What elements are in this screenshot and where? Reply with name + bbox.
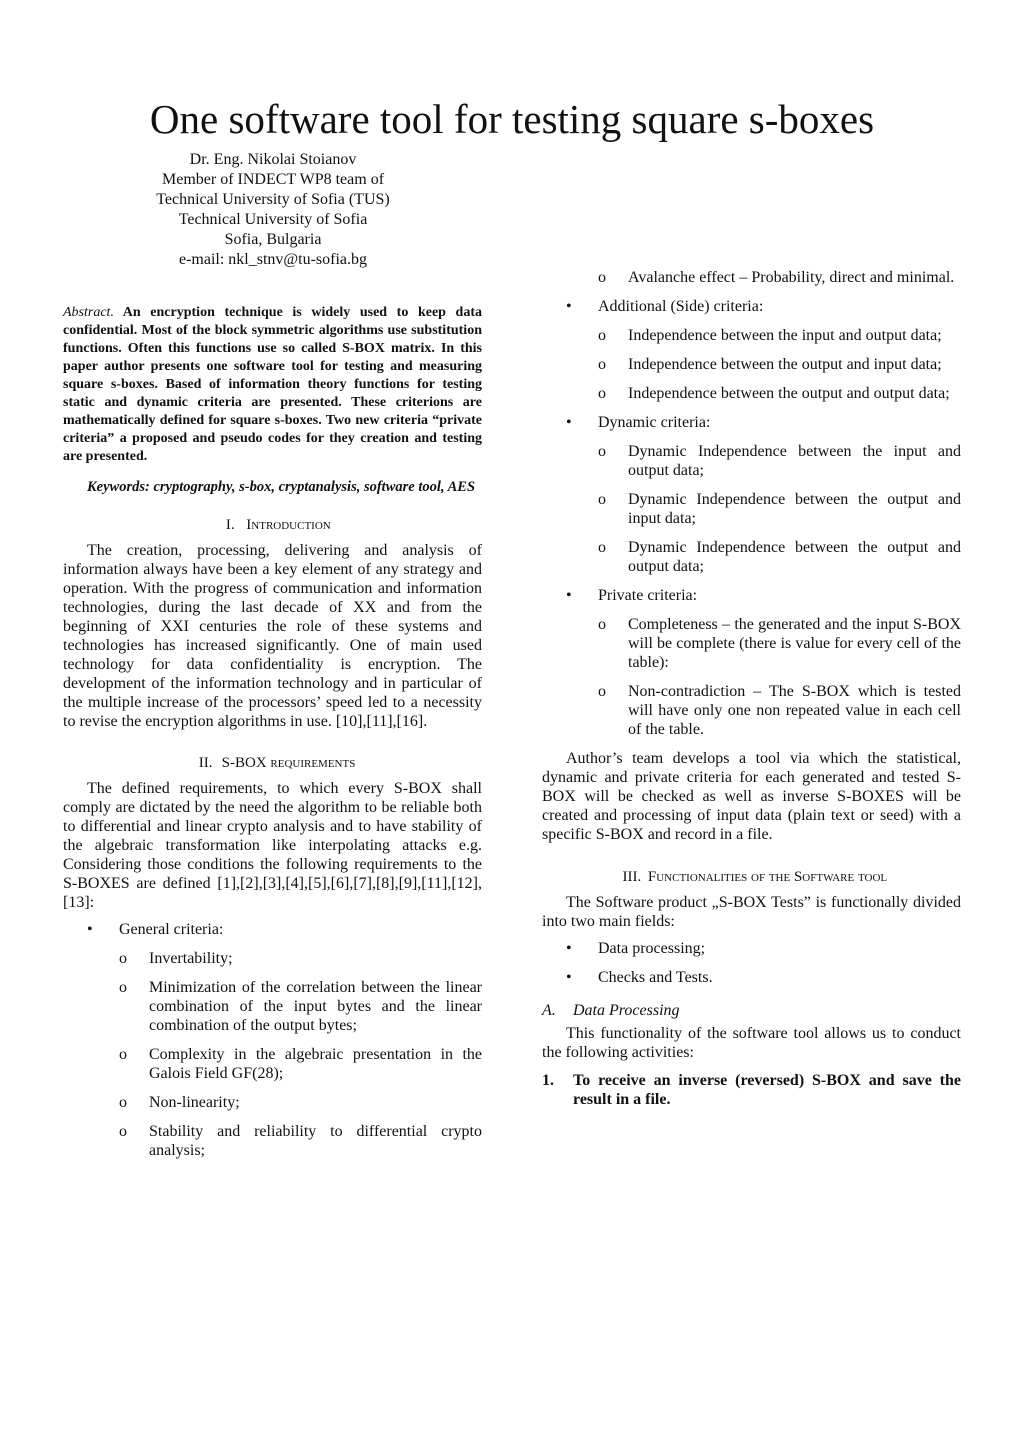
author-affiliation: Member of INDECT WP8 team of [161, 171, 385, 188]
left-column [63, 304, 482, 1170]
author-affiliation: Technical University of Sofia [178, 211, 368, 228]
bullet-marker: • [566, 298, 572, 315]
list-item: o Dynamic Independence between the output and input data; [598, 491, 961, 527]
section-title: Functionalities of the Software tool [647, 869, 888, 885]
data-processing-paragraph: This functionality of the software tool allows us to conduct the following activities: [542, 1025, 961, 1061]
author-email: e-mail: nkl_stnv@tu-sofia.bg [178, 251, 368, 268]
criteria-list [63, 920, 482, 1160]
list-item: • Checks and Tests. [566, 969, 713, 986]
section-title: S-BOX requirements [221, 755, 356, 771]
sub-bullet-marker: o [598, 443, 606, 460]
sub-bullet-marker: o [119, 1094, 127, 1111]
list-item: o Avalanche effect – Probability, direct and minimal. [598, 269, 955, 286]
sub-bullet-marker: o [598, 683, 606, 700]
numbered-item [542, 1071, 961, 1109]
list-item: o Independence between the output and output data; [598, 385, 950, 402]
list-item: • Data processing; [566, 940, 706, 957]
bullet-marker: • [566, 940, 572, 957]
author-location: Sofia, Bulgaria [224, 231, 322, 248]
intro-paragraph: The creation, processing, delivering and analysis of information always have been a key element of any strategy and operation. With the progress of communication and information technologies, during the last decade of XX and from the beginning of XXI centuries the role of these systems and technologies has increased significantly. One of main used technology for data confidentiality is encryption. The development of the information technology and in particular of the multiple increase of the processors’ speed led to a necessity to revise the encryption algorithms in use. [10],[11],[16]. [63, 542, 482, 730]
section-heading-introduction [63, 516, 482, 535]
section-number: III. [622, 869, 642, 885]
abstract-lead: Abstract. [63, 305, 114, 320]
author-affiliation: Technical University of Sofia (TUS) [156, 191, 390, 208]
abstract [63, 304, 482, 466]
subsection-heading-data-processing [542, 1001, 961, 1020]
list-item: o Minimization of the correlation between the linear combination of the input bytes and the linear combination of the output bytes; [119, 979, 482, 1034]
tool-summary-paragraph: Author’s team develops a tool via which the statistical, dynamic and private criteria for each generated and tested S-BOX will be checked as well as inverse S-BOXES will be created and processing of input data (plain text or seed) with a specific S-BOX and record in a file. [542, 750, 961, 843]
bullet-marker: • [87, 921, 93, 938]
criteria-list-continued [542, 268, 961, 739]
list-item: o Invertability; [119, 950, 233, 967]
sub-bullet-marker: o [119, 1046, 127, 1063]
section-number: II. [198, 755, 213, 771]
list-item: o Stability and reliability to differential crypto analysis; [119, 1123, 482, 1159]
requirements-paragraph: The defined requirements, to which every S-BOX shall comply are dictated by the need the algorithm to be reliable both to differential and linear crypto analysis and to have stability of the algebraic transformation like interpolating attacks e.g. Considering those conditions the following requirements to the S-BOXES are defined [1],[2],[3],[4],[5],[6],[7],[8],[9],[11],[12],[13]: [63, 780, 482, 911]
list-item: o Complexity in the algebraic presentation in the Galois Field GF(28); [119, 1046, 482, 1082]
section-heading-functionalities [542, 868, 961, 887]
item-number: 1. [542, 1072, 554, 1089]
functionalities-paragraph: The Software product „S-BOX Tests” is functionally divided into two main fields: [542, 894, 961, 930]
paper-title: One software tool for testing square s-boxes [149, 96, 875, 142]
subsection-title: Data Processing [573, 1002, 680, 1019]
list-item: o Completeness – the generated and the input S-BOX will be complete (there is value for every cell of the table): [598, 616, 961, 671]
sub-bullet-marker: o [598, 356, 606, 373]
right-column [542, 268, 961, 1109]
list-item: • Private criteria: [566, 587, 698, 604]
list-item: o Independence between the output and input data; [598, 356, 942, 373]
sub-bullet-marker: o [119, 979, 127, 996]
list-item: o Non-contradiction – The S-BOX which is tested will have only one non repeated value in each cell of the table. [598, 683, 961, 738]
list-item: o Independence between the input and output data; [598, 327, 942, 344]
author-name: Dr. Eng. Nikolai Stoianov [189, 151, 357, 168]
sub-bullet-marker: o [598, 269, 606, 286]
sub-bullet-marker: o [598, 491, 606, 508]
author-block [63, 150, 483, 270]
section-number: I. [225, 517, 235, 533]
section-title: Introduction [246, 517, 331, 533]
sub-bullet-marker: o [598, 327, 606, 344]
fields-list [542, 939, 961, 987]
list-item: o Non-linearity; [119, 1094, 240, 1111]
list-item: o Dynamic Independence between the input and output data; [598, 443, 961, 479]
abstract-text: An encryption technique is widely used to keep data confidential. Most of the block symmetric algorithms use substitution functions. Often this functions use so called S-BOX matrix. In this paper author presents one software tool for testing and measuring square s-boxes. Based of information theory functions for testing static and dynamic criteria are presented. These criterions are mathematically defined for square s-boxes. Two new criteria “private criteria” a proposed and pseudo codes for they creation and testing are presented. [63, 305, 483, 464]
subsection-number: A. [542, 1002, 556, 1019]
list-item: o Dynamic Independence between the output and output data; [598, 539, 961, 575]
sub-bullet-marker: o [119, 950, 127, 967]
sub-bullet-marker: o [598, 539, 606, 556]
keywords: Keywords: cryptography, s-box, cryptanalysis, software tool, AES [87, 479, 476, 495]
list-item: • Dynamic criteria: [566, 414, 711, 431]
sub-bullet-marker: o [598, 616, 606, 633]
bullet-marker: • [566, 587, 572, 604]
sub-bullet-marker: o [119, 1123, 127, 1140]
list-item: • Additional (Side) criteria: [566, 298, 764, 315]
sub-bullet-marker: o [598, 385, 606, 402]
item-text: To receive an inverse (reversed) S-BOX and save the result in a file. [573, 1072, 961, 1108]
section-heading-requirements [63, 754, 482, 773]
list-item: • General criteria: [87, 921, 224, 938]
bullet-marker: • [566, 414, 572, 431]
bullet-marker: • [566, 969, 572, 986]
